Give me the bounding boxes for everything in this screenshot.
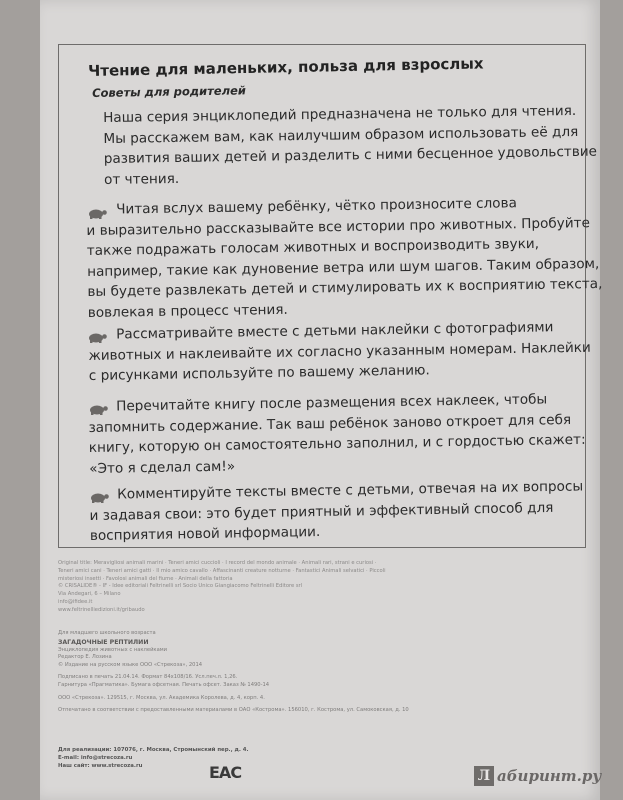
labirint-watermark	[474, 766, 601, 786]
reread-paragraph	[88, 389, 586, 479]
site-line: Наш сайт: www.strecoza.ru	[58, 763, 143, 769]
credit-line: Via Andegari, 6 – Milano	[58, 591, 121, 598]
copyright-line: © Издание на русском языке ООО «Стрекоза», 2014	[58, 661, 203, 668]
age-rating: Для младшего школьного возраста	[58, 630, 156, 636]
original-credits	[58, 560, 578, 615]
comment-paragraph	[89, 476, 584, 546]
book-subtitle: Энциклопедия животных с наклейками	[58, 646, 168, 653]
editor-line: Редактор Е. Лозина	[58, 654, 112, 661]
printed-line: Отпечатано в соответствии с предоставленными материалами в ОАО «Кострома». 156010, г. Кострома, ул. Самоковская, д. 10	[58, 707, 409, 714]
paragraph-line: запомнить содержание. Так ваш ребёнок заново откроет для себя	[88, 411, 572, 436]
paragraph-line: «Это я сделал сам!»	[89, 458, 236, 477]
paragraph-line: Мы расскажем вам, как наилучшим образом использовать её для	[103, 123, 579, 147]
paragraph-line: и задавая свои: это будет приятный и эффективный способ для	[89, 499, 554, 524]
publisher-line: ООО «Стрекоза». 129515, г. Москва, ул. Академика Королева, д. 4, корп. 4.	[58, 694, 265, 701]
book-title: ЗАГАДОЧНЫЕ РЕПТИЛИИ	[58, 638, 149, 646]
imprint-block	[58, 630, 578, 715]
intro-paragraph	[103, 101, 597, 190]
paragraph-line: с рисунками используйте по вашему желанию.	[88, 362, 430, 384]
credit-line: misteriosi insetti · Favolosi animali del fiume · Animali della fattoria	[58, 575, 233, 582]
credit-line: www.feltrinelliedizioni.it/gribaudo	[58, 606, 145, 613]
paragraph-line: Перечитайте книгу после размещения всех наклеек, чтобы	[116, 391, 548, 415]
print-signed-line: Подписано в печать 21.04.14. Формат 84х108/16. Усл.печ.л. 1,26.	[58, 674, 238, 681]
eac-mark: EAC	[209, 763, 242, 782]
stickers-paragraph	[88, 317, 591, 387]
paragraph-line: например, такие как дуновение ветра или шум шагов. Таким образом,	[86, 255, 600, 280]
sales-line: Для реализации: 107076, г. Москва, Стромынский пер., д. 4.	[58, 747, 249, 753]
paragraph-line: Читая вслух вашему ребёнку, чётко произносите слова	[116, 195, 518, 218]
watermark-text: абиринт.ру	[497, 767, 602, 785]
paragraph-line: также подражать голосам животных и воспроизводить звуки,	[86, 235, 540, 259]
paragraph-line: книгу, которую он самостоятельно заполнил, и с гордостью скажет:	[88, 431, 586, 456]
paragraph-line: от чтения.	[103, 170, 180, 188]
watermark-logo-icon: Л	[474, 766, 494, 786]
paragraph-line: развития ваших детей и разделить с ними бесценное удовольствие	[103, 143, 598, 167]
credit-line: Original title: Meravigliosi animali marini · Teneri amici cuccioli · I record del mondo animale · Animali rari, strani e curiosi ·	[58, 560, 377, 566]
paragraph-line: Наша серия энциклопедий предназначена не только для чтения.	[103, 102, 577, 126]
paragraph-line: восприятия новой информации.	[89, 523, 321, 544]
credit-line: Teneri amici cani · Teneri amici gatti · Il mio amico cavallo · Affascinanti creature notturne · Fantastici Animali selvatici · Piccoli	[58, 567, 386, 574]
font-paper-line: Гарнитура «Прагматика». Бумага офсетная. Печать офсет. Заказ № 1490-14	[58, 681, 270, 688]
page-subtitle: Советы для родителей	[92, 83, 247, 100]
paragraph-line: вовлекая в процесс чтения.	[87, 301, 288, 321]
paragraph-line: Комментируйте тексты вместе с детьми, отвечая на их вопросы	[117, 478, 584, 503]
credit-line: © CRISALIDE® - IF - Idee editoriali Feltrinelli srl Socio Unico Giangiacomo Feltrinelli Editore srl	[58, 583, 303, 590]
page-title: Чтение для маленьких, польза для взрослых	[88, 54, 484, 80]
paragraph-line: Рассматривайте вместе с детьми наклейки с фотографиями	[116, 319, 554, 343]
paragraph-line: животных и наклеивайте их согласно указанным номерам. Наклейки	[88, 339, 591, 364]
credit-line: info@ifidee.it	[58, 598, 93, 605]
email-line: E-mail: info@strecoza.ru	[58, 755, 133, 761]
reading-aloud-paragraph	[86, 192, 603, 323]
paragraph-line: вы будете развлекать детей и стимулировать их к восприятию текста,	[87, 275, 603, 300]
paragraph-line: и выразительно рассказывайте все истории про животных. Пробуйте	[86, 214, 591, 239]
